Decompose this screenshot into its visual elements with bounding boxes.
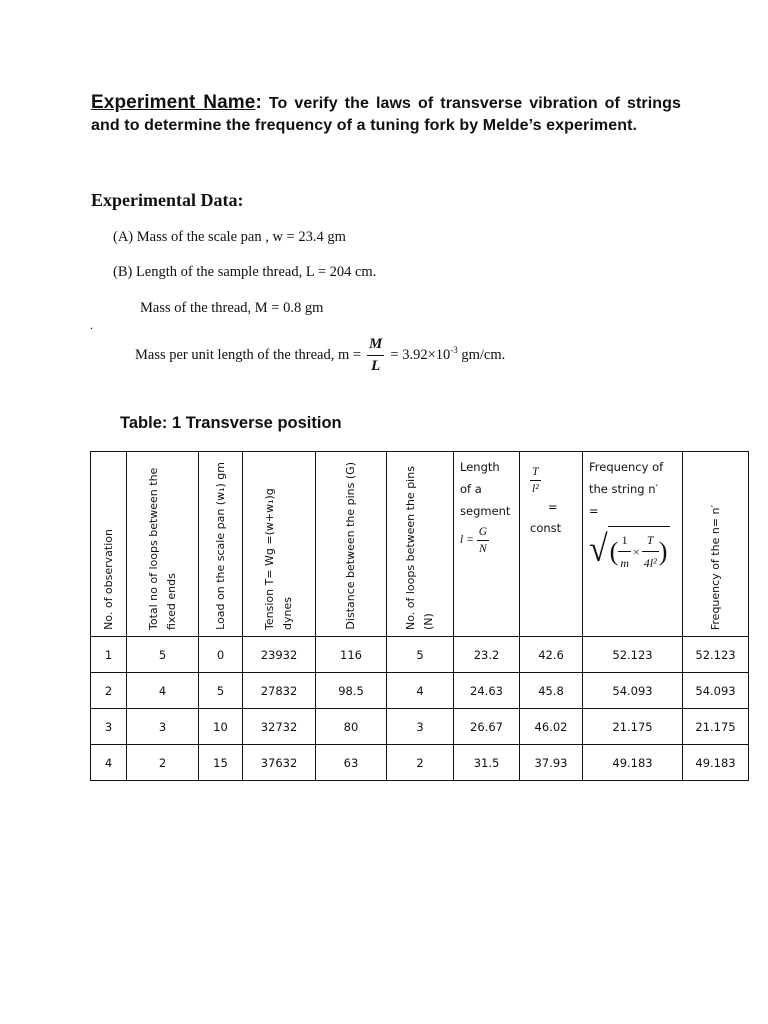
cell: 37.93 (520, 745, 583, 781)
cell: 5 (199, 673, 243, 709)
cell: 23932 (243, 637, 316, 673)
frequency-formula: √ ( $\frac{1}{m}$ × $\frac{T}{\text{4l²}}$ ) (589, 526, 670, 574)
cell: 23.2 (454, 637, 520, 673)
cell: 15 (199, 745, 243, 781)
mass-per-length-exponent: -3 (450, 345, 458, 355)
experiment-heading (91, 92, 681, 137)
cell: 3 (387, 709, 454, 745)
table-row (91, 637, 749, 673)
header-observation: No. of observation (91, 452, 127, 637)
cell: 49.183 (583, 745, 683, 781)
stray-dot: . (90, 318, 93, 332)
cell: 2 (387, 745, 454, 781)
cell: 5 (127, 637, 199, 673)
cell: 52.123 (683, 637, 749, 673)
observation-table (90, 451, 749, 781)
cell: 24.63 (454, 673, 520, 709)
cell: 3 (127, 709, 199, 745)
cell: 2 (127, 745, 199, 781)
m-over-l-fraction (367, 336, 384, 375)
cell: 49.183 (683, 745, 749, 781)
cell: 45.8 (520, 673, 583, 709)
experiment-name-colon: : (255, 92, 262, 113)
t-over-l2-fraction: $\frac{T}{\text{l²}}$ (532, 466, 539, 495)
header-loops-between-pins: No. of loops between the pins (N) (387, 452, 454, 637)
cell: 5 (387, 637, 454, 673)
cell: 46.02 (520, 709, 583, 745)
cell: 2 (91, 673, 127, 709)
experimental-data-title: Experimental Data: (91, 190, 244, 210)
cell: 98.5 (316, 673, 387, 709)
cell: 52.123 (583, 637, 683, 673)
table-row (91, 673, 749, 709)
cell: 54.093 (583, 673, 683, 709)
table-header-row (91, 452, 749, 637)
fraction-numerator: M (367, 336, 384, 356)
cell: 116 (316, 637, 387, 673)
g-over-n-fraction: $\frac{G}{N}$ (478, 526, 488, 555)
cell: 10 (199, 709, 243, 745)
cell: 54.093 (683, 673, 749, 709)
header-fork-frequency: Frequency of the n= n′ (683, 452, 749, 637)
mass-per-length-unit: gm/cm. (457, 346, 506, 363)
cell: 4 (91, 745, 127, 781)
cell: 31.5 (454, 745, 520, 781)
scale-pan-mass-line: (A) Mass of the scale pan , w = 23.4 gm (113, 229, 346, 245)
cell: 4 (127, 673, 199, 709)
cell: 26.67 (454, 709, 520, 745)
cell: 4 (387, 673, 454, 709)
thread-length-line: (B) Length of the sample thread, L = 204 cm. (113, 264, 377, 280)
cell: 1 (91, 637, 127, 673)
cell: 80 (316, 709, 387, 745)
fraction-denominator: L (371, 358, 381, 374)
header-tension-ratio: $\frac{T}{\text{l²}}$ = const (520, 452, 583, 637)
experiment-name-text: To verify the laws of transverse vibration of strings and to determine the frequency of a tuning fork by Melde’s experiment. (91, 95, 681, 134)
cell: 0 (199, 637, 243, 673)
header-total-loops: Total no of loops between the fixed ends (127, 452, 199, 637)
header-distance: Distance between the pins (G) (316, 452, 387, 637)
cell: 21.175 (583, 709, 683, 745)
table-row (91, 745, 749, 781)
header-load: Load on the scale pan (w₁) gm (199, 452, 243, 637)
experiment-name-label: Experiment Name (91, 92, 256, 113)
cell: 37632 (243, 745, 316, 781)
table-row (91, 709, 749, 745)
mass-per-length-prefix: Mass per unit length of the thread, m = (135, 346, 362, 363)
cell: 32732 (243, 709, 316, 745)
thread-mass-line: Mass of the thread, M = 0.8 gm (140, 300, 324, 316)
header-segment-length: Length of a segment l = $\frac{G}{N}$ (454, 452, 520, 637)
mass-per-length-line (135, 336, 505, 382)
header-tension: Tension T= Wg =(w+w₁)g dynes (243, 452, 316, 637)
table-title: Table: 1 Transverse position (120, 414, 342, 432)
cell: 63 (316, 745, 387, 781)
cell: 21.175 (683, 709, 749, 745)
mass-per-length-value: = 3.92×10 (390, 346, 451, 363)
cell: 42.6 (520, 637, 583, 673)
cell: 3 (91, 709, 127, 745)
header-string-frequency: Frequency of the string n′ = √ ( $\frac{1}{m}$ × $\frac{T}{\text{4l²}}$ ) (583, 452, 683, 637)
cell: 27832 (243, 673, 316, 709)
